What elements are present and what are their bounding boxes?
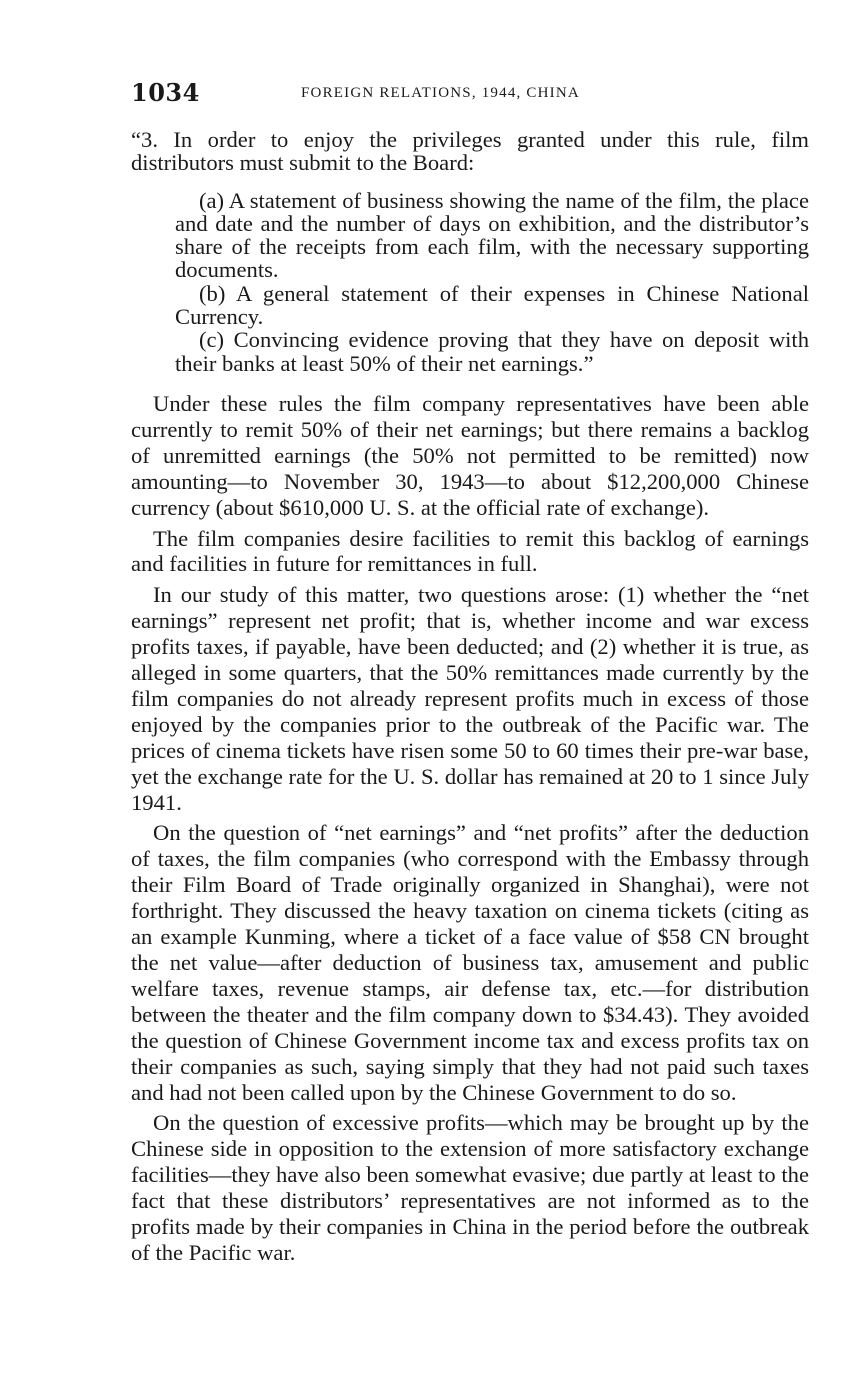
rule-item-b: (b) A general statement of their expenses in Chinese National Currency. <box>175 280 809 330</box>
rule-item-c: (c) Convincing evidence proving that they have on deposit with their banks at least 50% of their net earnings.” <box>175 327 809 376</box>
paragraph-study-questions: In our study of this matter, two questions arose: (1) whether the “net earnings” represent net profit; that is, whether income and war excess profits taxes, if payable, have been deducted; and (2) whether it is true, as alleged in some quarters, that the 50% remittances made currently by the film companies do not already represent profits much in excess of those enjoyed by the companies prior to the outbreak of the Pacific war. The prices of cinema tickets have risen some 50 to 60 times their pre-war base, yet the exchange rate for the U. S. dollar has remained at 20 to 1 since July 1941. <box>131 582 809 815</box>
paragraph-excessive-profits: On the question of excessive profits—which may be brought up by the Chinese side in opposition to the extension of more satisfactory exchange facilities—they have also been somewhat evasive; due partly at least to the fact that these distributors’ representatives are not informed as to the profits made by their companies in China in the period before the outbreak of the Pacific war. <box>131 1110 809 1265</box>
quoted-rule-lead: “3. In order to enjoy the privileges granted under this rule, film distributors must submit to the Board: <box>131 127 809 176</box>
body-text <box>131 391 809 1266</box>
rule-item-a: (a) A statement of business showing the name of the film, the place and date and the number of days on exhibition, and the distributor’s share of the receipts from each film, with the necessary supporting documents. <box>175 187 809 283</box>
page-header <box>131 78 809 112</box>
document-page <box>131 78 809 1266</box>
running-head: FOREIGN RELATIONS, 1944, CHINA <box>301 85 580 101</box>
paragraph-remittance-backlog: Under these rules the film company representatives have been able currently to remit 50% of their net earnings; but there remains a backlog of unremitted earnings (the 50% not permitted to be remitted) now amounting—to November 30, 1943—to about $12,200,000 Chinese currency (about $610,000 U. S. at the official rate of exchange). <box>131 390 809 520</box>
paragraph-desire-facilities: The film companies desire facilities to remit this backlog of earnings and facilities in future for remittances in full. <box>131 525 809 577</box>
paragraph-net-earnings: On the question of “net earnings” and “net profits” after the deduction of taxes, the film companies (who correspond with the Embassy through their Film Board of Trade originally organized in Shanghai), were not forthright. They discussed the heavy taxation on cinema tickets (citing as an example Kunming, where a ticket of a face value of $58 CN brought the net value—after deduction of business tax, amusement and public welfare taxes, revenue stamps, air defense tax, etc.—for distribution between the theater and the film company down to $34.43). They avoided the question of Chinese Government income tax and excess profits tax on their companies as such, saying simply that they had not paid such taxes and had not been called upon by the Chinese Government to do so. <box>131 820 809 1105</box>
quoted-rule-block <box>131 128 809 375</box>
page-number: 1034 <box>131 78 200 107</box>
